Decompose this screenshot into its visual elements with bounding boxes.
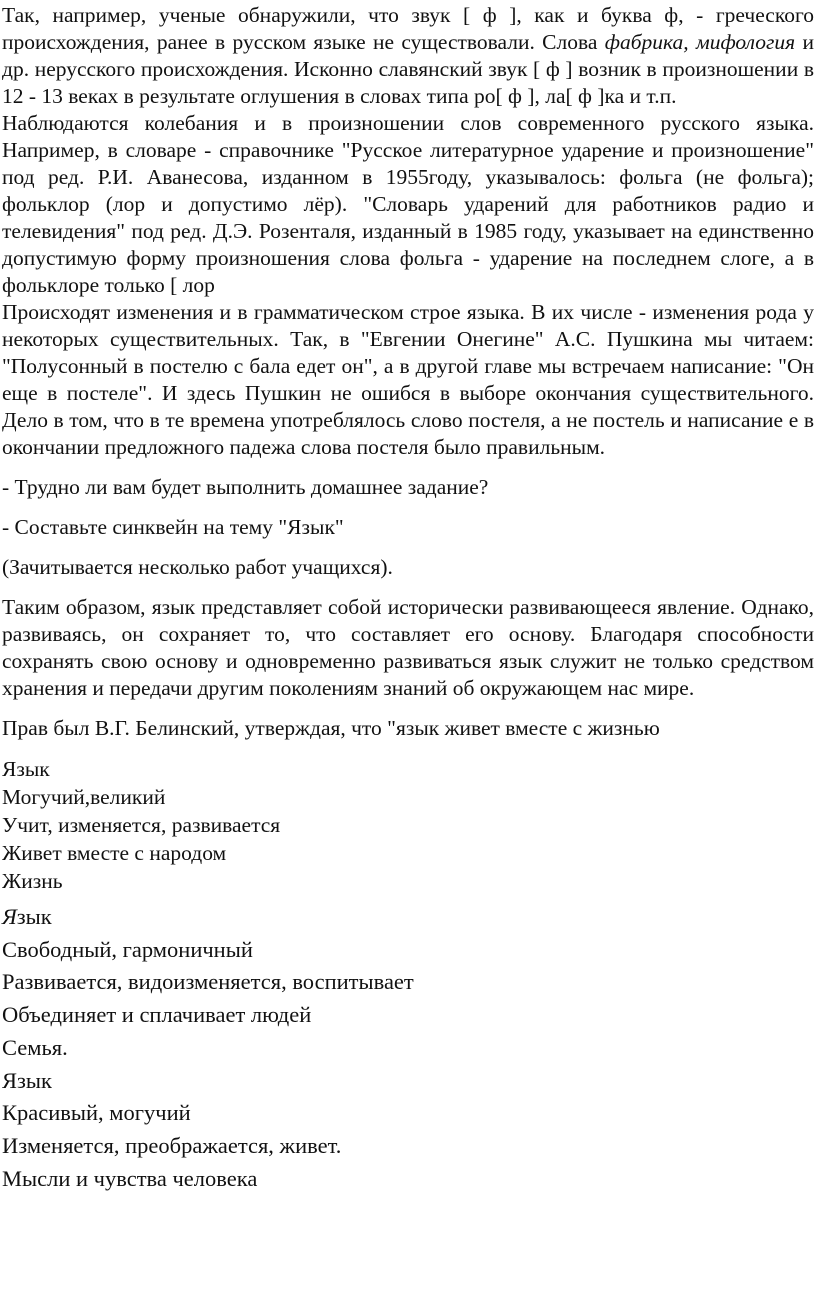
cinquain-1	[2, 755, 814, 895]
cinquain-line: Семья.	[2, 1034, 68, 1060]
question-homework: - Трудно ли вам будет выполнить домашнее задание?	[2, 475, 489, 499]
paragraph-grammar: Происходят изменения и в грамматическом строе языка. В их числе - изменения рода у некоторых существительных. Так, в "Евгении Онегине" А.С. Пушкина мы читаем: "Полусонный в постелю с бала едет он", а в другой главе мы встречаем написание: "Он еще в постеле". И здесь Пушкин не ошибся в выборе окончания существительного. Дело в том, что в те времена употреблялось слово постеля, а не постель и написание е в окончании предложного падежа слова постеля было правильным.	[2, 300, 814, 459]
cinquain-line: Свободный, гармоничный	[2, 936, 253, 962]
italic-letter: Я	[2, 904, 17, 929]
note-reading: (Зачитывается несколько работ учащихся).	[2, 555, 393, 579]
cinquain-line: Живет вместе с народом	[2, 841, 227, 865]
cinquain-line: Язык	[2, 757, 50, 781]
cinquain-line: Мысли и чувства человека	[2, 1165, 258, 1191]
cinquain-line: Язык	[2, 1067, 52, 1093]
paragraph-phoneme-f	[2, 2, 814, 110]
cinquain-line: Красивый, могучий	[2, 1100, 191, 1126]
task-cinquain: - Составьте синквейн на тему "Язык"	[2, 515, 344, 539]
text-segment: и др. нерусского происхождения. Исконно славянский звук [ ф ] возник в произношении в 12 - 13 веках в результате оглушения в словах типа ро[ ф ], ла[ ф ]ка и т.п.	[2, 30, 814, 108]
paragraph-pronunciation: Наблюдаются колебания и в произношении слов современного русского языка. Например, в словаре - справочнике "Русское литературное ударение и произношение" под ред. Р.И. Аванесова, изданном в 1955году, указывалось: фольга (не фольга); фольклор (лор и допустимо лёр). "Словарь ударений для работников радио и телевидения" под ред. Д.Э. Розенталя, изданный в 1985 году, указывает на единственно допустимую форму произношения слова фольга - ударение на последнем слоге, а в фольклоре только [ лор	[2, 111, 814, 297]
cinquain-line: Жизнь	[2, 869, 63, 893]
cinquain-line: Объединяет и сплачивает людей	[2, 1002, 312, 1028]
italic-words: фабрика, мифология	[604, 30, 796, 54]
cinquain-line: Учит, изменяется, развивается	[2, 813, 281, 837]
cinquain-line: Могучий,великий	[2, 785, 166, 809]
paragraph-conclusion: Таким образом, язык представляет собой исторически развивающееся явление. Однако, развиваясь, он сохраняет то, что составляет его основу. Благодаря способности сохранять свою основу и одновременно развиваться язык служит не только средством хранения и передачи другим поколениям знаний об окружающем нас мире.	[2, 595, 814, 700]
paragraph-belinsky: Прав был В.Г. Белинский, утверждая, что "язык живет вместе с жизнью	[2, 716, 660, 740]
cinquain-line: Изменяется, преображается, живет.	[2, 1132, 342, 1158]
text-segment: Так, например, ученые обнаружили, что звук [ ф ], как и буква ф, - греческого происхождения, ранее в русском языке не существовали. Слова	[2, 3, 814, 54]
text-segment: зык	[16, 904, 52, 929]
cinquain-line	[2, 901, 814, 934]
cinquain-2	[2, 901, 814, 1195]
cinquain-line: Развивается, видоизменяется, воспитывает	[2, 969, 414, 995]
